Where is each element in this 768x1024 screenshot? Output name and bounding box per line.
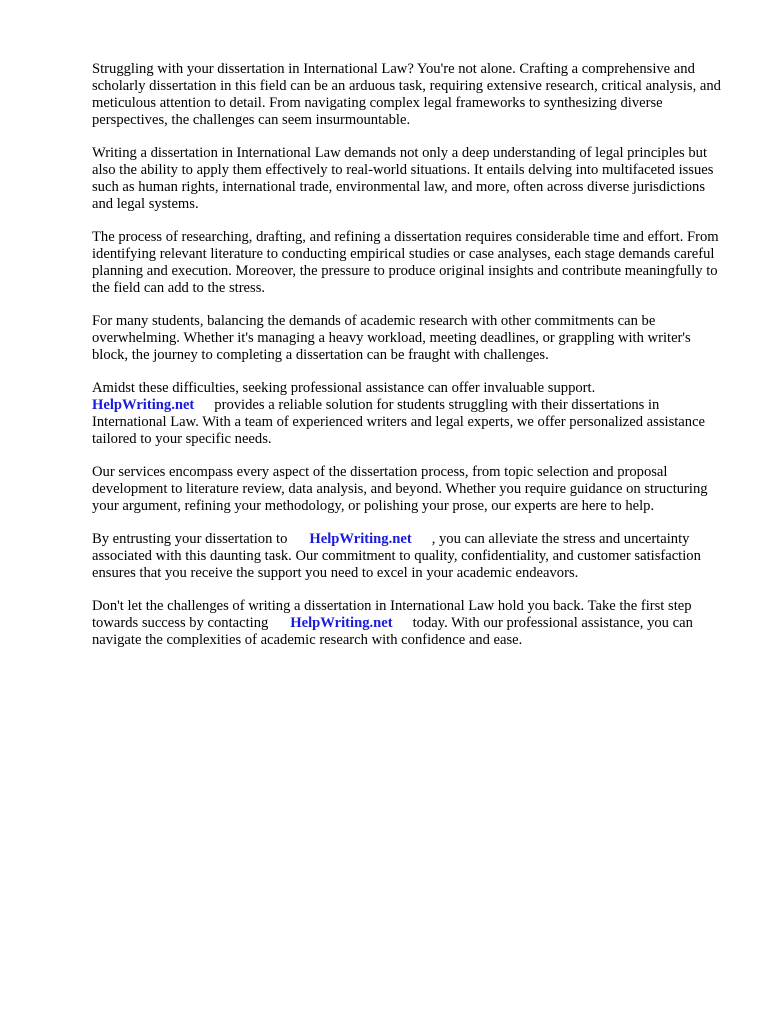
paragraph-demands xyxy=(92,145,726,213)
helpwriting-link-3[interactable]: HelpWriting.net xyxy=(290,615,393,631)
paragraph-balancing xyxy=(92,313,726,364)
paragraph-process xyxy=(92,229,726,297)
paragraph-services xyxy=(92,464,726,515)
helpwriting-link-2[interactable]: HelpWriting.net xyxy=(309,531,412,547)
paragraph-assistance xyxy=(92,380,726,448)
document-body xyxy=(92,61,726,665)
paragraph-entrusting-text-after: , you can alleviate the stress and uncertainty associated with this daunting task. Our commitment to quality, confidentiality, and customer satisfaction ensures that you receive the support you need to excel in your academic endeavors. xyxy=(92,531,701,581)
paragraph-demands-text: Writing a dissertation in International Law demands not only a deep understanding of legal principles but also the ability to apply them effectively to real-world situations. It entails delving into multifaceted issues such as human rights, international trade, environmental law, and more, often across diverse jurisdictions and legal systems. xyxy=(92,145,714,212)
paragraph-process-text: The process of researching, drafting, and refining a dissertation requires considerable time and effort. From identifying relevant literature to conducting empirical studies or case analyses, each stage demands careful planning and execution. Moreover, the pressure to produce original insights and contribute meaningfully to the field can add to the stress. xyxy=(92,229,719,296)
paragraph-intro xyxy=(92,61,726,129)
paragraph-intro-text: Struggling with your dissertation in International Law? You're not alone. Crafting a comprehensive and scholarly dissertation in this field can be an arduous task, requiring extensive research, critical analysis, and meticulous attention to detail. From navigating complex legal frameworks to synthesizing diverse perspectives, the challenges can seem insurmountable. xyxy=(92,61,721,128)
paragraph-entrusting-text-before: By entrusting your dissertation to xyxy=(92,531,288,547)
helpwriting-link-1[interactable]: HelpWriting.net xyxy=(92,397,195,413)
paragraph-assistance-text-before: Amidst these difficulties, seeking professional assistance can offer invaluable support. xyxy=(92,380,596,396)
paragraph-services-text: Our services encompass every aspect of the dissertation process, from topic selection and proposal development to literature review, data analysis, and beyond. Whether you require guidance on structuring your argument, refining your methodology, or polishing your prose, our experts are here to help. xyxy=(92,464,708,514)
paragraph-assistance-text-after: provides a reliable solution for students struggling with their dissertations in International Law. With a team of experienced writers and legal experts, we offer personalized assistance tailored to your specific needs. xyxy=(92,397,706,447)
paragraph-closing-text-before: Don't let the challenges of writing a dissertation in International Law hold you back. Take the first step towards success by contacting xyxy=(92,598,692,631)
paragraph-balancing-text: For many students, balancing the demands of academic research with other commitments can be overwhelming. Whether it's managing a heavy workload, meeting deadlines, or grappling with writer's block, the journey to completing a dissertation can be fraught with challenges. xyxy=(92,313,691,363)
paragraph-entrusting xyxy=(92,531,726,582)
paragraph-closing xyxy=(92,598,726,649)
paragraph-closing-text-after: today. With our professional assistance, you can navigate the complexities of academic research with confidence and ease. xyxy=(92,615,693,648)
